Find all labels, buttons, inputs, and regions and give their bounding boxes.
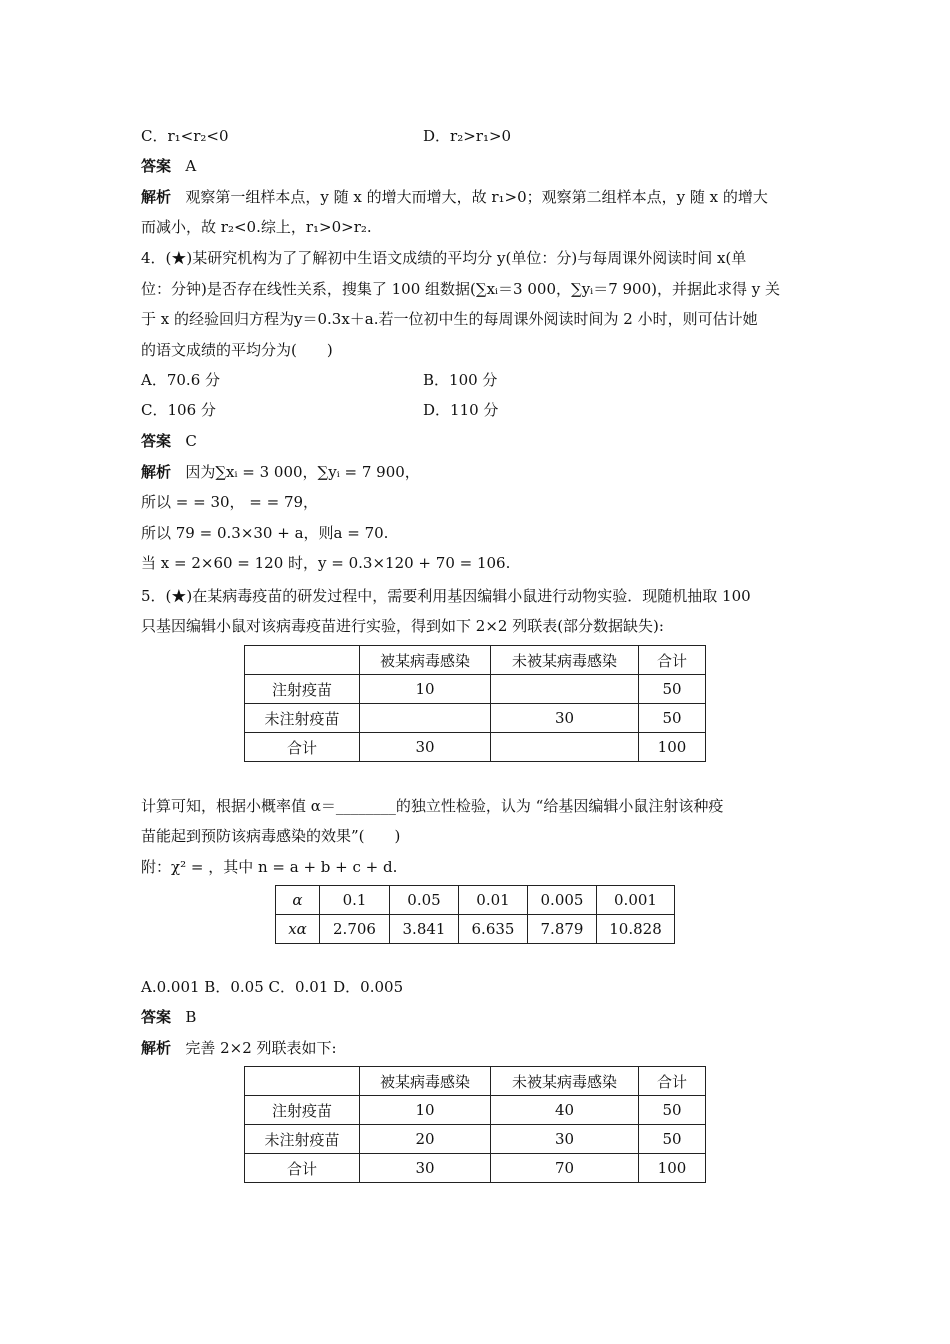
solution-step-1: 所以 = = 30， = = 79， [141,493,319,511]
answer-value: B [185,1008,197,1026]
contingency-table-complete [244,1066,706,1183]
table-row [245,1096,706,1125]
option-row-cd-2 [141,400,498,420]
option-b: B．100 分 [423,371,498,389]
analysis-row-2 [141,462,420,482]
calc-line-1: 计算可知，根据小概率值 α＝________的独立性检验，认为 “给基因编辑小鼠注射该种疫 [141,797,724,815]
contingency-table-incomplete [244,645,706,762]
table-cell [491,675,639,704]
analysis-label: 解析 [141,1039,172,1057]
option-row-ab [141,370,497,390]
appendix-formula: 附：χ² = ，其中 n = a + b + c + d. [141,858,398,876]
table-row [245,1154,706,1183]
question-5-line-1: 5．(★)在某病毒疫苗的研发过程中，需要利用基因编辑小鼠进行动物实验．现随机抽取 100 [141,587,751,605]
answer-value: A [185,157,197,175]
analysis-label: 解析 [141,188,172,206]
option-row-cd [141,126,511,146]
table-cell [245,646,360,675]
table-cell: 7.879 [528,915,597,944]
table-cell: 0.001 [597,886,675,915]
table-cell: 注射疫苗 [245,675,360,704]
table-cell: 50 [639,1096,706,1125]
table-row [245,704,706,733]
answer-label: 答案 [141,432,172,450]
table-cell: 50 [639,1125,706,1154]
table-cell: 被某病毒感染 [360,1067,491,1096]
analysis-text: 因为∑xᵢ = 3 000，∑yᵢ = 7 900， [185,463,420,481]
table-cell: 30 [491,1125,639,1154]
table-cell: 合计 [639,646,706,675]
table-cell: 合计 [245,1154,360,1183]
solution-step-2: 所以 79 = 0.3×30 + a，则a = 70. [141,524,389,542]
table-cell [245,1067,360,1096]
answer-row [141,156,196,176]
table-cell: 0.05 [390,886,459,915]
analysis-label: 解析 [141,463,172,481]
table-cell: 100 [639,733,706,762]
table-cell: 被某病毒感染 [360,646,491,675]
table-cell: 注射疫苗 [245,1096,360,1125]
option-c-2: C．106 分 [141,401,216,419]
answer-row-2 [141,431,197,451]
table-header-row [245,1067,706,1096]
table-cell: 10 [360,1096,491,1125]
table-cell: 30 [360,1154,491,1183]
question-5-line-2: 只基因编辑小鼠对该病毒疫苗进行实验，得到如下 2×2 列联表(部分数据缺失): [141,617,664,635]
question-4-line-2: 位：分钟)是否存在线性关系，搜集了 100 组数据(∑xᵢ＝3 000，∑yᵢ＝7 900)，并据此求得 y 关 [141,280,781,298]
table-cell: 合计 [245,733,360,762]
table-cell: 100 [639,1154,706,1183]
table-cell: 0.005 [528,886,597,915]
table-row [276,886,675,915]
analysis-text-cont: 而减小，故 r₂<0.综上，r₁>0>r₂. [141,218,372,236]
question-4-line-1: 4．(★)某研究机构为了了解初中生语文成绩的平均分 y(单位：分)与每周课外阅读时间 x(单 [141,249,747,267]
table-cell: 50 [639,704,706,733]
solution-step-3: 当 x = 2×60 = 120 时，y = 0.3×120 + 70 = 106. [141,554,511,572]
answer-value: C [185,432,197,450]
table-header-row [245,646,706,675]
option-d-2: D．110 分 [423,401,499,419]
table-cell: 70 [491,1154,639,1183]
table-row [245,733,706,762]
question-4-line-4: 的语文成绩的平均分为( ) [141,341,333,359]
table-cell: 未被某病毒感染 [491,646,639,675]
answer-label: 答案 [141,157,172,175]
table-cell: 50 [639,675,706,704]
table-cell [360,704,491,733]
answer-row-3 [141,1007,196,1027]
table-cell: 未被某病毒感染 [491,1067,639,1096]
table-cell: α [276,886,320,915]
option-c: C．r₁<r₂<0 [141,127,229,145]
answer-label: 答案 [141,1008,172,1026]
option-d: D．r₂>r₁>0 [423,127,512,145]
table-cell [491,733,639,762]
table-cell: 合计 [639,1067,706,1096]
table-row [276,915,675,944]
table-cell: 未注射疫苗 [245,1125,360,1154]
table-cell: xα [276,915,320,944]
table-row [245,675,706,704]
question-4-line-3: 于 x 的经验回归方程为y＝0.3x＋a.若一位初中生的每周课外阅读时间为 2 小时，则可估计她 [141,310,758,328]
calc-line-2: 苗能起到预防该病毒感染的效果”( ) [141,827,401,845]
table-cell: 30 [491,704,639,733]
table-cell: 3.841 [390,915,459,944]
table-cell: 40 [491,1096,639,1125]
analysis-text: 观察第一组样本点，y 随 x 的增大而增大，故 r₁>0；观察第二组样本点，y 随 x 的增大 [185,188,768,206]
table-cell: 10 [360,675,491,704]
option-a: A．70.6 分 [141,371,220,389]
table-cell: 30 [360,733,491,762]
critical-value-table [275,885,675,944]
table-cell: 0.01 [459,886,528,915]
analysis-text: 完善 2×2 列联表如下: [185,1039,337,1057]
table-cell: 2.706 [320,915,390,944]
analysis-row-3 [141,1038,337,1058]
table-cell: 10.828 [597,915,675,944]
analysis-row [141,187,768,207]
table-cell: 未注射疫苗 [245,704,360,733]
table-cell: 6.635 [459,915,528,944]
table-cell: 0.1 [320,886,390,915]
table-row [245,1125,706,1154]
table-cell: 20 [360,1125,491,1154]
options-line: A.0.001 B．0.05 C．0.01 D．0.005 [141,978,404,996]
